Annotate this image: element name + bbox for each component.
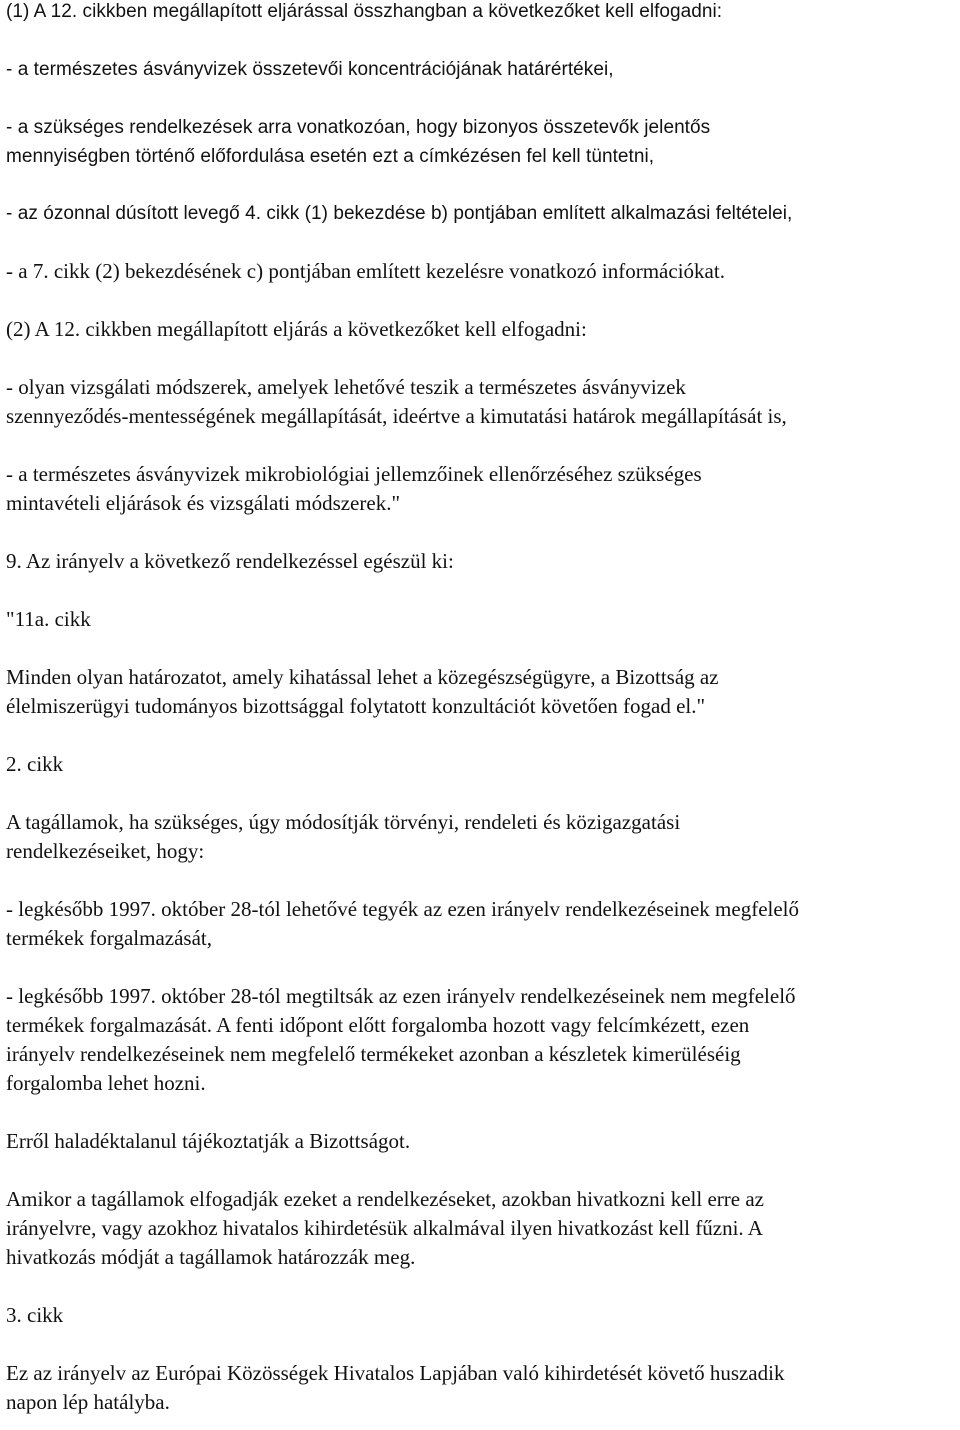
- text-line: A tagállamok, ha szükséges, úgy módosítják törvényi, rendeleti és közigazgatási: [6, 810, 681, 834]
- text-line: termékek forgalmazását,: [6, 926, 213, 950]
- text-line: - az ózonnal dúsított levegő 4. cikk (1) bekezdése b) pontjában említett alkalmazási feltételei,: [6, 203, 793, 224]
- text-line: napon lép hatályba.: [6, 1390, 170, 1414]
- text-line: szennyeződés-mentességének megállapítását, ideértve a kimutatási határok megállapítását is,: [6, 404, 787, 428]
- text-line: mennyiségben történő előfordulása esetén ezt a címkézésen fel kell tüntetni,: [6, 146, 655, 167]
- text-line: - legkésőbb 1997. október 28-tól megtiltsák az ezen irányelv rendelkezéseinek nem megfelelő: [6, 984, 796, 1008]
- text-line: 2. cikk: [6, 752, 64, 776]
- text-line: Erről haladéktalanul tájékoztatják a Bizottságot.: [6, 1129, 411, 1153]
- text-line: mintavételi eljárások és vizsgálati módszerek.": [6, 491, 401, 515]
- text-line: Minden olyan határozatot, amely kihatással lehet a közegészségügyre, a Bizottság az: [6, 665, 719, 689]
- text-line: Amikor a tagállamok elfogadják ezeket a rendelkezéseket, azokban hivatkozni kell erre az: [6, 1187, 764, 1211]
- text-line: forgalomba lehet hozni.: [6, 1071, 206, 1095]
- text-line: hivatkozás módját a tagállamok határozzák meg.: [6, 1245, 416, 1269]
- text-line: - olyan vizsgálati módszerek, amelyek lehetővé teszik a természetes ásványvizek: [6, 375, 686, 399]
- text-line: élelmiszerügyi tudományos bizottsággal folytatott konzultációt követően fogad el.": [6, 694, 706, 718]
- text-line: "11a. cikk: [6, 607, 91, 631]
- text-line: - a természetes ásványvizek mikrobiológiai jellemzőinek ellenőrzéséhez szükséges: [6, 462, 702, 486]
- text-line: - a természetes ásványvizek összetevői koncentrációjának határértékei,: [6, 59, 614, 80]
- text-line: 9. Az irányelv a következő rendelkezéssel egészül ki:: [6, 549, 454, 573]
- text-line: (2) A 12. cikkben megállapított eljárás a következőket kell elfogadni:: [6, 317, 587, 341]
- text-line: (1) A 12. cikkben megállapított eljárással összhangban a következőket kell elfogadni:: [6, 1, 723, 22]
- text-line: termékek forgalmazását. A fenti időpont előtt forgalomba hozott vagy felcímkézett, ezen: [6, 1013, 750, 1037]
- text-line: - legkésőbb 1997. október 28-tól lehetővé tegyék az ezen irányelv rendelkezéseinek megfelelő: [6, 897, 800, 921]
- text-line: irányelvre, vagy azokhoz hivatalos kihirdetésük alkalmával ilyen hivatkozást kell fűzni. A: [6, 1216, 763, 1240]
- text-line: - a 7. cikk (2) bekezdésének c) pontjában említett kezelésre vonatkozó információkat.: [6, 259, 725, 283]
- text-line: - a szükséges rendelkezések arra vonatkozóan, hogy bizonyos összetevők jelentős: [6, 117, 711, 138]
- text-line: irányelv rendelkezéseinek nem megfelelő termékeket azonban a készletek kimerüléséig: [6, 1042, 741, 1066]
- text-line: rendelkezéseiket, hogy:: [6, 839, 205, 863]
- text-line: Ez az irányelv az Európai Közösségek Hivatalos Lapjában való kihirdetését követő huszadik: [6, 1361, 785, 1385]
- text-line: 3. cikk: [6, 1303, 64, 1327]
